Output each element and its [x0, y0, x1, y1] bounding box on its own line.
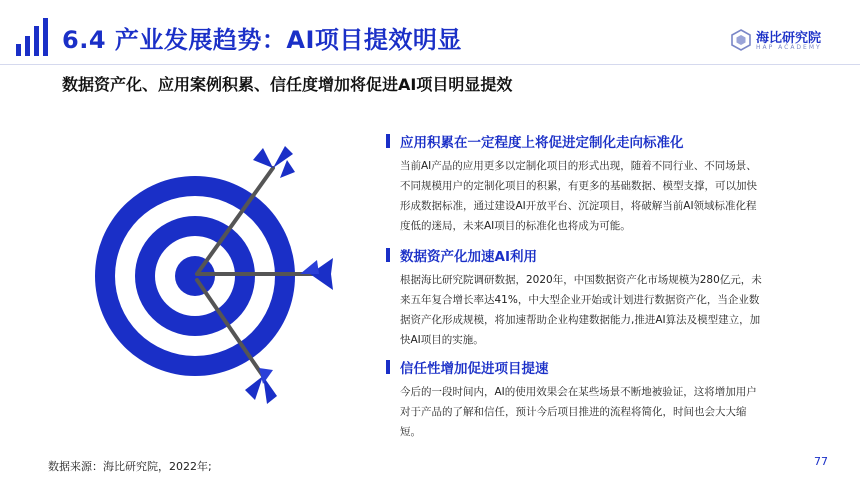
page-subtitle: 数据资产化、应用案例积累、信任度增加将促进AI项目明显提效 [62, 75, 513, 94]
section-marker [386, 134, 390, 148]
header-divider [0, 64, 860, 65]
section-title: 应用积累在一定程度上将促进定制化走向标准化 [400, 135, 684, 151]
target-icon [95, 138, 345, 408]
data-source-note: 数据来源：海比研究院，2022年; [48, 460, 212, 473]
logo-text: 海比研究院 [756, 31, 822, 46]
section-title: 数据资产化加速AI利用 [400, 249, 537, 265]
section-body: 根据海比研究院调研数据，2020年，中国数据资产化市场规模为280亿元，未来五年复合增长率达41%，中大型企业开始或计划进行数据资产化，当企业数据资产化形成规模，将加速帮助企业构建数据能力,推进AI算法及模型建立，加快AI项目的实施。 [400, 274, 762, 346]
section-trust [386, 358, 766, 442]
section-marker [386, 360, 390, 374]
hap-cube-icon [730, 29, 752, 51]
section-body: 今后的一段时间内，AI的使用效果会在某些场景不断地被验证，这将增加用户对于产品的了解和信任，预计今后项目推进的流程将简化，时间也会大大缩短。 [400, 386, 757, 438]
section-data-assets [386, 246, 766, 350]
section-body: 当前AI产品的应用更多以定制化项目的形式出现，随着不同行业、不同场景、不同规模用户的定制化项目的积累，有更多的基础数据、模型支撑，可以加快形成数据标准，通过建设AI开放平台、沉淀项目，将破解当前AI领域标准化程度低的迷局，未来AI项目的标准化也将成为可能。 [400, 160, 757, 232]
section-title: 信任性增加促进项目提速 [400, 361, 549, 377]
page-number: 77 [814, 455, 828, 468]
brand-logo [730, 27, 840, 55]
logo-subtext: HAP ACADEMY [756, 44, 822, 51]
bar-logo-icon [14, 18, 54, 58]
page-title: 6.4 产业发展趋势：AI项目提效明显 [62, 26, 462, 54]
section-standardization [386, 132, 766, 236]
section-marker [386, 248, 390, 262]
